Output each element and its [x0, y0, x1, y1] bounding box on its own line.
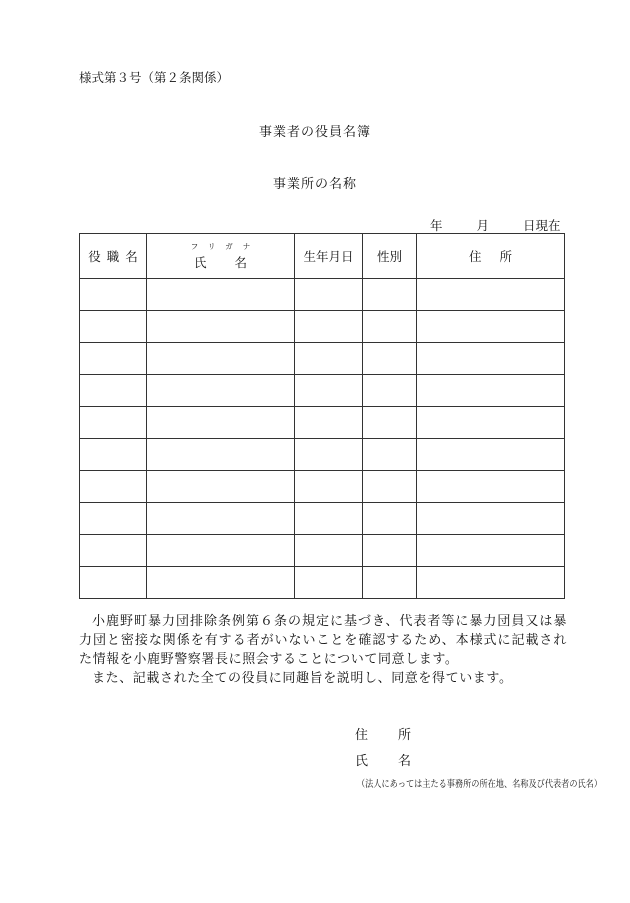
header-address: [417, 234, 565, 279]
table-row: [80, 503, 565, 535]
cell-address[interactable]: [417, 279, 565, 311]
cell-gender[interactable]: [363, 535, 417, 567]
cell-birthdate[interactable]: [295, 343, 363, 375]
cell-address[interactable]: [417, 407, 565, 439]
header-position-label: 役職名: [88, 249, 144, 264]
cell-position[interactable]: [80, 439, 147, 471]
cell-position[interactable]: [80, 407, 147, 439]
consent-paragraph-1: 小鹿野町暴力団排除条例第６条の規定に基づき、代表者等に暴力団員又は暴力団と密接な関係を有する者がいないことを確認するため、本様式に記載された情報を小鹿野警察署長に照会することについて同意します。: [79, 614, 567, 667]
header-name: [147, 234, 295, 279]
header-birthdate-label: 生年月日: [303, 249, 354, 264]
cell-gender[interactable]: [363, 471, 417, 503]
cell-name[interactable]: [147, 439, 295, 471]
cell-name[interactable]: [147, 471, 295, 503]
date-year-label: 年: [430, 218, 443, 233]
cell-birthdate[interactable]: [295, 471, 363, 503]
cell-position[interactable]: [80, 343, 147, 375]
cell-address[interactable]: [417, 503, 565, 535]
cell-gender[interactable]: [363, 407, 417, 439]
form-number: 様式第３号（第２条関係）: [79, 70, 230, 85]
cell-address[interactable]: [417, 311, 565, 343]
header-gender: [363, 234, 417, 279]
cell-position[interactable]: [80, 375, 147, 407]
table-row: [80, 407, 565, 439]
cell-name[interactable]: [147, 535, 295, 567]
cell-birthdate[interactable]: [295, 279, 363, 311]
consent-statement: [79, 612, 567, 688]
signature-address-label: 住所: [355, 728, 442, 743]
table-row: [80, 279, 565, 311]
cell-name[interactable]: [147, 375, 295, 407]
signature-name-label: 氏名: [355, 754, 442, 769]
cell-birthdate[interactable]: [295, 503, 363, 535]
cell-gender[interactable]: [363, 343, 417, 375]
cell-position[interactable]: [80, 503, 147, 535]
header-address-label: 住所: [468, 249, 530, 264]
date-day-label: 日現在: [523, 218, 561, 233]
document-title: 事業者の役員名簿: [258, 125, 371, 140]
table-header-row: [80, 234, 565, 279]
header-name-label: 氏名: [193, 255, 275, 270]
cell-position[interactable]: [80, 567, 147, 599]
cell-name[interactable]: [147, 503, 295, 535]
cell-gender[interactable]: [363, 439, 417, 471]
cell-birthdate[interactable]: [295, 311, 363, 343]
cell-address[interactable]: [417, 375, 565, 407]
table-row: [80, 311, 565, 343]
roster-body: [80, 279, 565, 599]
table-row: [80, 375, 565, 407]
office-name-label: 事業所の名称: [272, 177, 357, 192]
cell-birthdate[interactable]: [295, 439, 363, 471]
signature-note: （法人にあっては主たる事務所の所在地、名称及び代表者の氏名）: [357, 779, 603, 790]
header-gender-label: 性別: [376, 249, 402, 264]
cell-position[interactable]: [80, 535, 147, 567]
header-position: [80, 234, 147, 279]
table-row: [80, 567, 565, 599]
cell-position[interactable]: [80, 471, 147, 503]
table-row: [80, 343, 565, 375]
cell-birthdate[interactable]: [295, 567, 363, 599]
cell-address[interactable]: [417, 343, 565, 375]
table-row: [80, 535, 565, 567]
cell-name[interactable]: [147, 279, 295, 311]
cell-address[interactable]: [417, 567, 565, 599]
signature-address: [355, 724, 441, 743]
cell-gender[interactable]: [363, 279, 417, 311]
signature-name: [355, 750, 441, 769]
cell-gender[interactable]: [363, 311, 417, 343]
consent-paragraph-2: また、記載された全ての役員に同趣旨を説明し、同意を得ています。: [92, 671, 513, 686]
cell-gender[interactable]: [363, 503, 417, 535]
table-row: [80, 439, 565, 471]
header-birthdate: [295, 234, 363, 279]
cell-address[interactable]: [417, 439, 565, 471]
cell-birthdate[interactable]: [295, 535, 363, 567]
cell-address[interactable]: [417, 471, 565, 503]
cell-name[interactable]: [147, 567, 295, 599]
cell-address[interactable]: [417, 535, 565, 567]
cell-position[interactable]: [80, 311, 147, 343]
cell-gender[interactable]: [363, 375, 417, 407]
cell-position[interactable]: [80, 279, 147, 311]
date-month-label: 月: [476, 218, 490, 233]
table-row: [80, 471, 565, 503]
officer-roster-table: [79, 233, 565, 599]
cell-birthdate[interactable]: [295, 407, 363, 439]
cell-name[interactable]: [147, 407, 295, 439]
cell-gender[interactable]: [363, 567, 417, 599]
header-furigana-label: フリガナ: [190, 242, 261, 251]
cell-name[interactable]: [147, 343, 295, 375]
date-line: [430, 216, 561, 234]
cell-name[interactable]: [147, 311, 295, 343]
cell-birthdate[interactable]: [295, 375, 363, 407]
